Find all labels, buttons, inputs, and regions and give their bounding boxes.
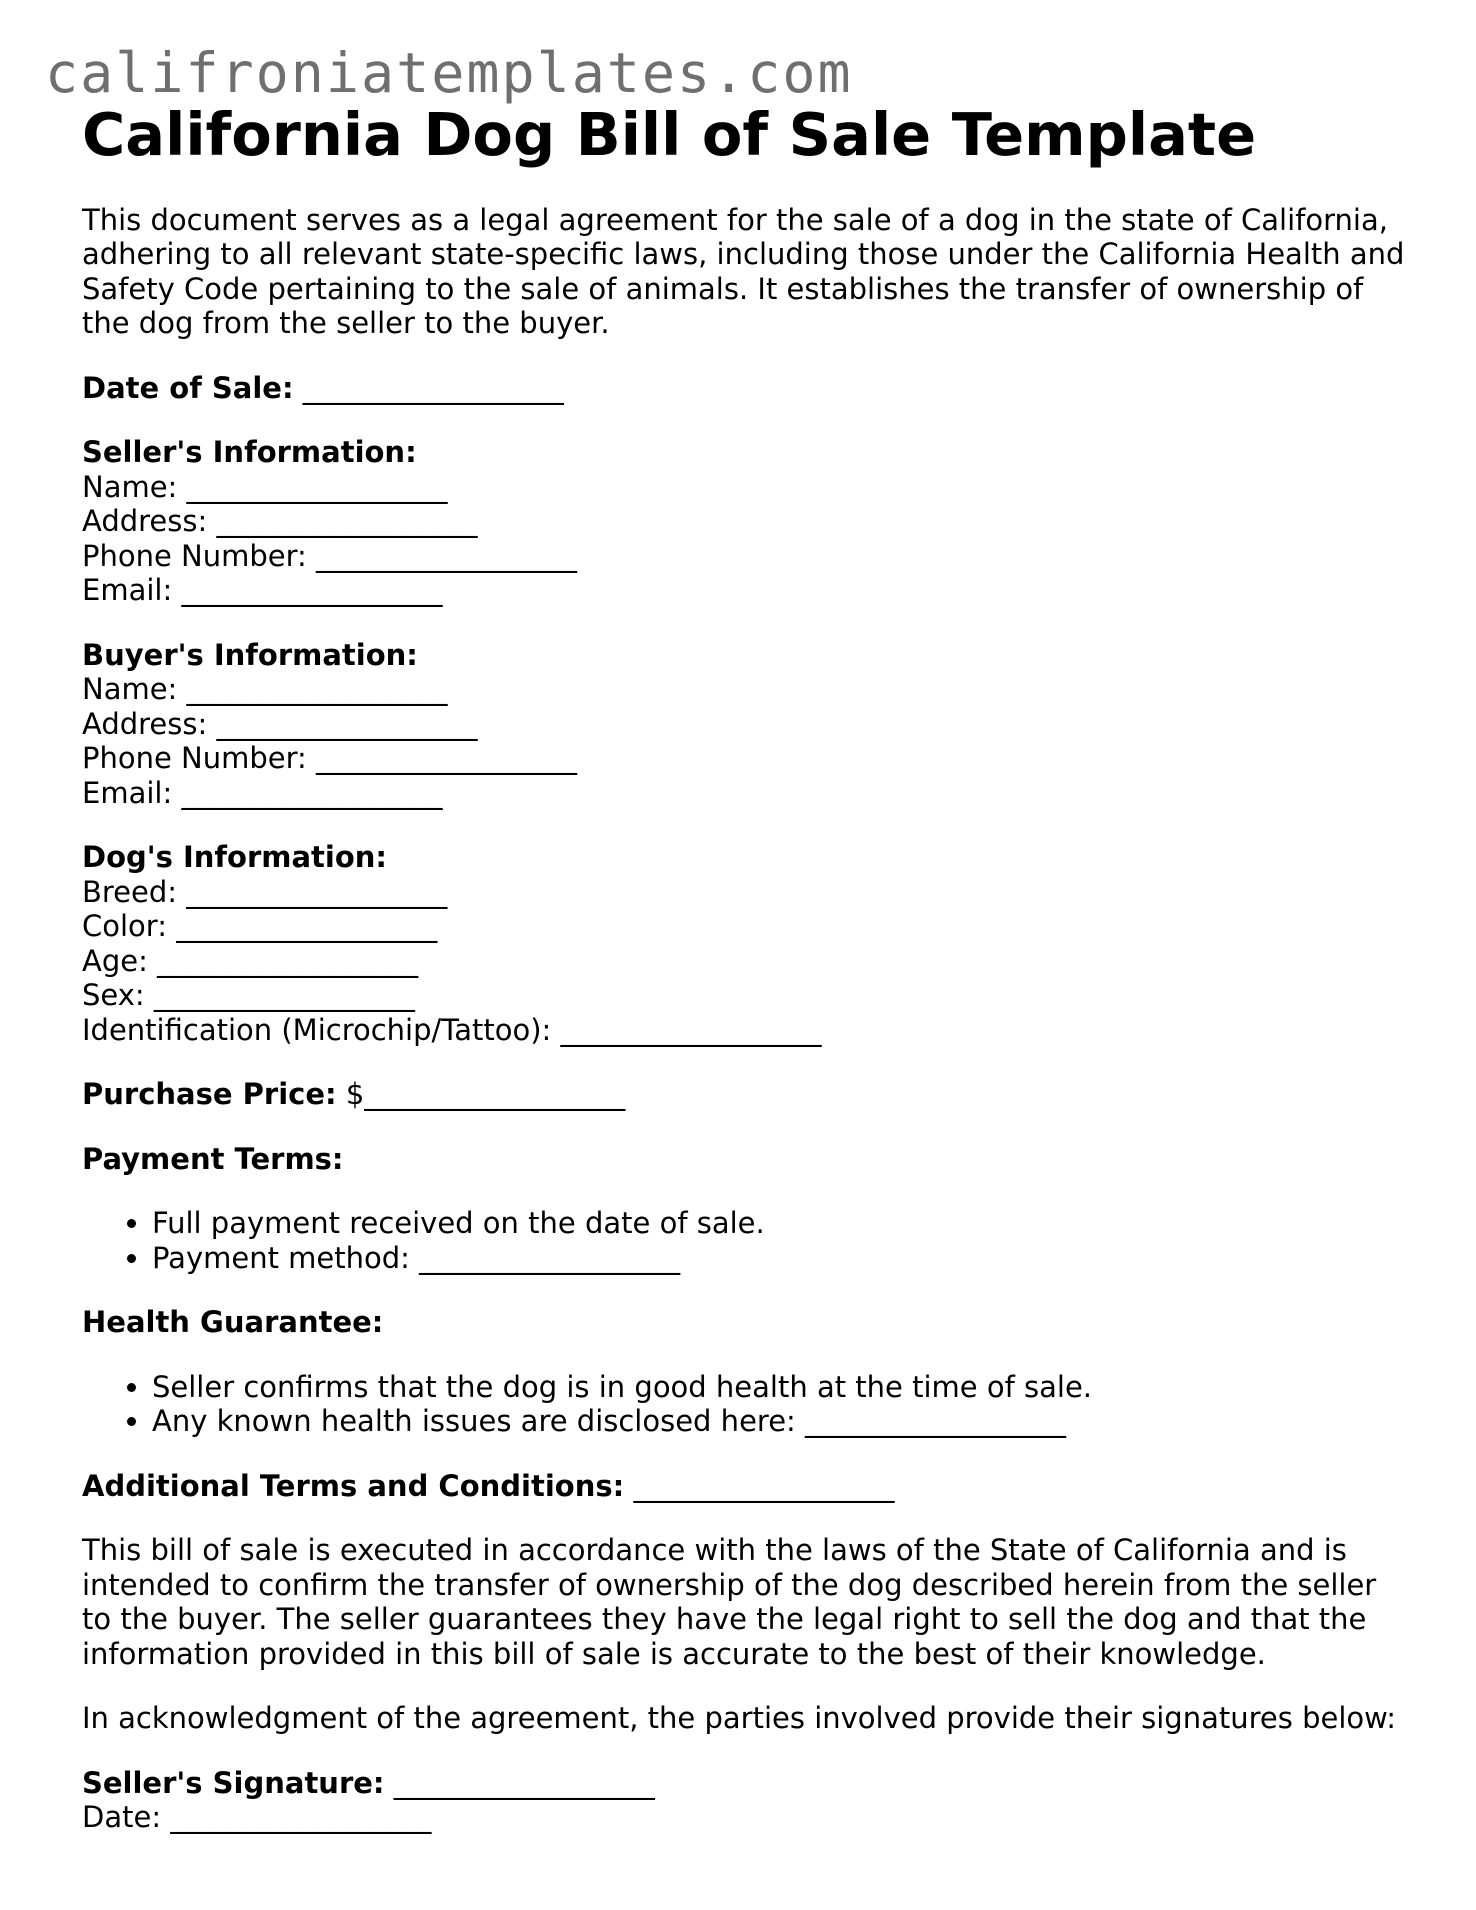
purchase-price-label: Purchase Price: [82, 1077, 337, 1112]
payment-terms-list [82, 1206, 1412, 1275]
additional-terms-blank[interactable]: __________________ [633, 1468, 895, 1503]
list-item: • Seller confirms that the dog is in good health at the time of sale. [152, 1370, 1412, 1405]
seller-section [82, 435, 1412, 608]
buyer-name-blank[interactable]: __________________ [186, 672, 448, 707]
health-list [82, 1370, 1412, 1439]
dog-sex-blank[interactable]: __________________ [153, 978, 415, 1013]
payment-method-label: Payment method: [152, 1240, 410, 1275]
seller-name-blank[interactable]: __________________ [186, 469, 448, 504]
health-issues-label: Any known health issues are disclosed here: [152, 1404, 796, 1439]
seller-phone-blank[interactable]: __________________ [316, 538, 578, 573]
list-item [152, 1404, 1412, 1439]
seller-heading: Seller's Information: [82, 435, 417, 470]
seller-signature-blank[interactable]: __________________ [393, 1765, 655, 1800]
buyer-address-blank[interactable]: __________________ [216, 706, 478, 741]
seller-signature-date-label: Date: [82, 1800, 162, 1835]
payment-method-blank[interactable]: __________________ [419, 1240, 681, 1275]
dog-age-blank[interactable]: __________________ [157, 943, 419, 978]
buyer-phone-blank[interactable]: __________________ [316, 741, 578, 776]
buyer-section [82, 638, 1412, 811]
dog-breed-label: Breed: [82, 874, 178, 909]
seller-name-label: Name: [82, 469, 178, 504]
watermark: califroniatemplates.com [45, 41, 853, 105]
buyer-email-label: Email: [82, 775, 173, 810]
date-of-sale-label: Date of Sale: [82, 370, 294, 405]
dog-breed-blank[interactable]: __________________ [186, 874, 448, 909]
list-item: • Full payment received on the date of sale. [152, 1206, 1412, 1241]
health-heading: Health Guarantee: [82, 1305, 384, 1340]
dog-identification-label: Identification (Microchip/Tattoo): [82, 1012, 552, 1047]
closing-paragraph: This bill of sale is executed in accordance with the laws of the State of California and is intended to confirm the transfer of ownership of the dog described herein from the seller to the buyer. The seller guarantees they have the legal right to sell the dog and that the information provided in this bill of sale is accurate to the best of their knowledge. [82, 1533, 1377, 1671]
health-issues-blank[interactable]: __________________ [805, 1404, 1067, 1439]
date-of-sale-blank[interactable]: __________________ [302, 370, 564, 405]
payment-terms-heading: Payment Terms: [82, 1141, 344, 1176]
seller-signature-date-blank[interactable]: __________________ [170, 1800, 432, 1835]
dog-color-blank[interactable]: __________________ [176, 909, 438, 944]
buyer-name-label: Name: [82, 672, 178, 707]
seller-email-blank[interactable]: __________________ [181, 573, 443, 608]
payment-terms-section [82, 1142, 1412, 1276]
purchase-price-blank[interactable]: __________________ [364, 1077, 626, 1112]
seller-signature-label: Seller's Signature: [82, 1765, 385, 1800]
additional-terms-label: Additional Terms and Conditions: [82, 1468, 625, 1503]
document [82, 100, 1412, 1835]
dog-heading: Dog's Information: [82, 840, 388, 875]
acknowledgment-text: In acknowledgment of the agreement, the parties involved provide their signatures below: [82, 1701, 1397, 1736]
health-section [82, 1305, 1412, 1439]
dog-age-label: Age: [82, 943, 148, 978]
additional-terms [82, 1469, 1412, 1504]
purchase-price [82, 1077, 1412, 1112]
buyer-address-label: Address: [82, 706, 208, 741]
dog-section [82, 840, 1412, 1047]
seller-address-blank[interactable]: __________________ [216, 504, 478, 539]
buyer-email-blank[interactable]: __________________ [181, 775, 443, 810]
dog-color-label: Color: [82, 909, 167, 944]
date-of-sale [82, 371, 1412, 406]
seller-address-label: Address: [82, 504, 208, 539]
dog-identification-blank[interactable]: __________________ [560, 1012, 822, 1047]
buyer-heading: Buyer's Information: [82, 637, 418, 672]
list-item [152, 1241, 1412, 1276]
seller-signature-section [82, 1766, 1412, 1835]
currency-symbol: $ [345, 1077, 365, 1112]
page-title: California Dog Bill of Sale Template [82, 100, 1257, 169]
seller-email-label: Email: [82, 573, 173, 608]
buyer-phone-label: Phone Number: [82, 741, 307, 776]
seller-phone-label: Phone Number: [82, 538, 307, 573]
intro-paragraph: This document serves as a legal agreement for the sale of a dog in the state of California, adhering to all relevant state-specific laws, including those under the California Health and Safety Code pertaining to the sale of animals. It establishes the transfer of ownership of the dog from the seller to the buyer. [82, 202, 1405, 341]
dog-sex-label: Sex: [82, 978, 145, 1013]
